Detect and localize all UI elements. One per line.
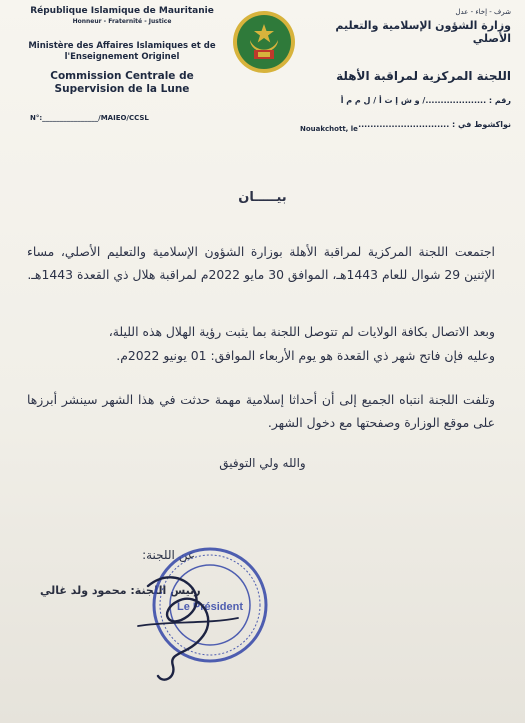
paragraph-meeting: اجتمعت اللجنة المركزية لمراقبة الأهلة بوزارة الشؤون الإسلامية والتعليم الأصلي، مساء الإثنين 29 شوال للعام 1443هـ، الموافق 30 مايو 2022م لمراقبة هلال ذي القعدة 1443هـ. bbox=[27, 244, 495, 282]
french-letterhead bbox=[22, 6, 222, 96]
closing-phrase: والله ولي التوفيق bbox=[219, 456, 306, 470]
document-title: بيـــــان bbox=[238, 190, 287, 205]
motto-ar: شرف - إخاء - عدل bbox=[455, 8, 511, 16]
paragraph-events-notice: وتلفت اللجنة انتباه الجميع إلى أن أحداثا إسلامية مهمة حدثت في هذا الشهر سينشر أبرزها على موقع الوزارة وصفحتها مع دخول الشهر. bbox=[27, 392, 495, 430]
national-emblem-icon bbox=[232, 10, 296, 74]
republic-name-fr: République Islamique de Mauritanie bbox=[30, 6, 214, 16]
commission-name-fr: Commission Centrale de Supervision de la Lune bbox=[50, 70, 194, 95]
arabic-letterhead bbox=[296, 8, 511, 83]
handwritten-signature-icon bbox=[118, 566, 258, 696]
commission-name-ar: اللجنة المركزية لمراقبة الأهلة bbox=[336, 69, 511, 83]
paragraph-month-start: وعليه فإن فاتح شهر ذي القعدة هو يوم الأربعاء الموافق: 01 يونيو 2022م. bbox=[116, 348, 495, 363]
paragraph-no-sighting: وبعد الاتصال بكافة الولايات لم تتوصل اللجنة بما يثبت رؤية الهلال هذه الليلة، bbox=[108, 324, 495, 339]
stamp-label: Le Président bbox=[176, 601, 244, 613]
ministry-name-fr: Ministère des Affaires Islamiques et de l'Enseignement Originel bbox=[28, 41, 216, 62]
place-date-fr: Nouakchott, le bbox=[300, 125, 358, 133]
place-date-ar: نواكشوط في : .............................. bbox=[358, 120, 511, 129]
signatory-name: رئيس اللجنة: محمود ولد غالي bbox=[40, 584, 201, 597]
motto-fr: Honneur - Fraternité - Justice bbox=[72, 18, 172, 25]
on-behalf-label: عن اللجنة: bbox=[142, 548, 195, 562]
reference-number-ar: رقم : ..................../ و ش إ ت أ / ل م م أ bbox=[340, 96, 511, 105]
ministry-name-ar: وزارة الشؤون الإسلامية والتعليم الأصلي bbox=[335, 19, 511, 45]
reference-number-fr: N°:________________/MAIEO/CCSL bbox=[30, 114, 149, 122]
